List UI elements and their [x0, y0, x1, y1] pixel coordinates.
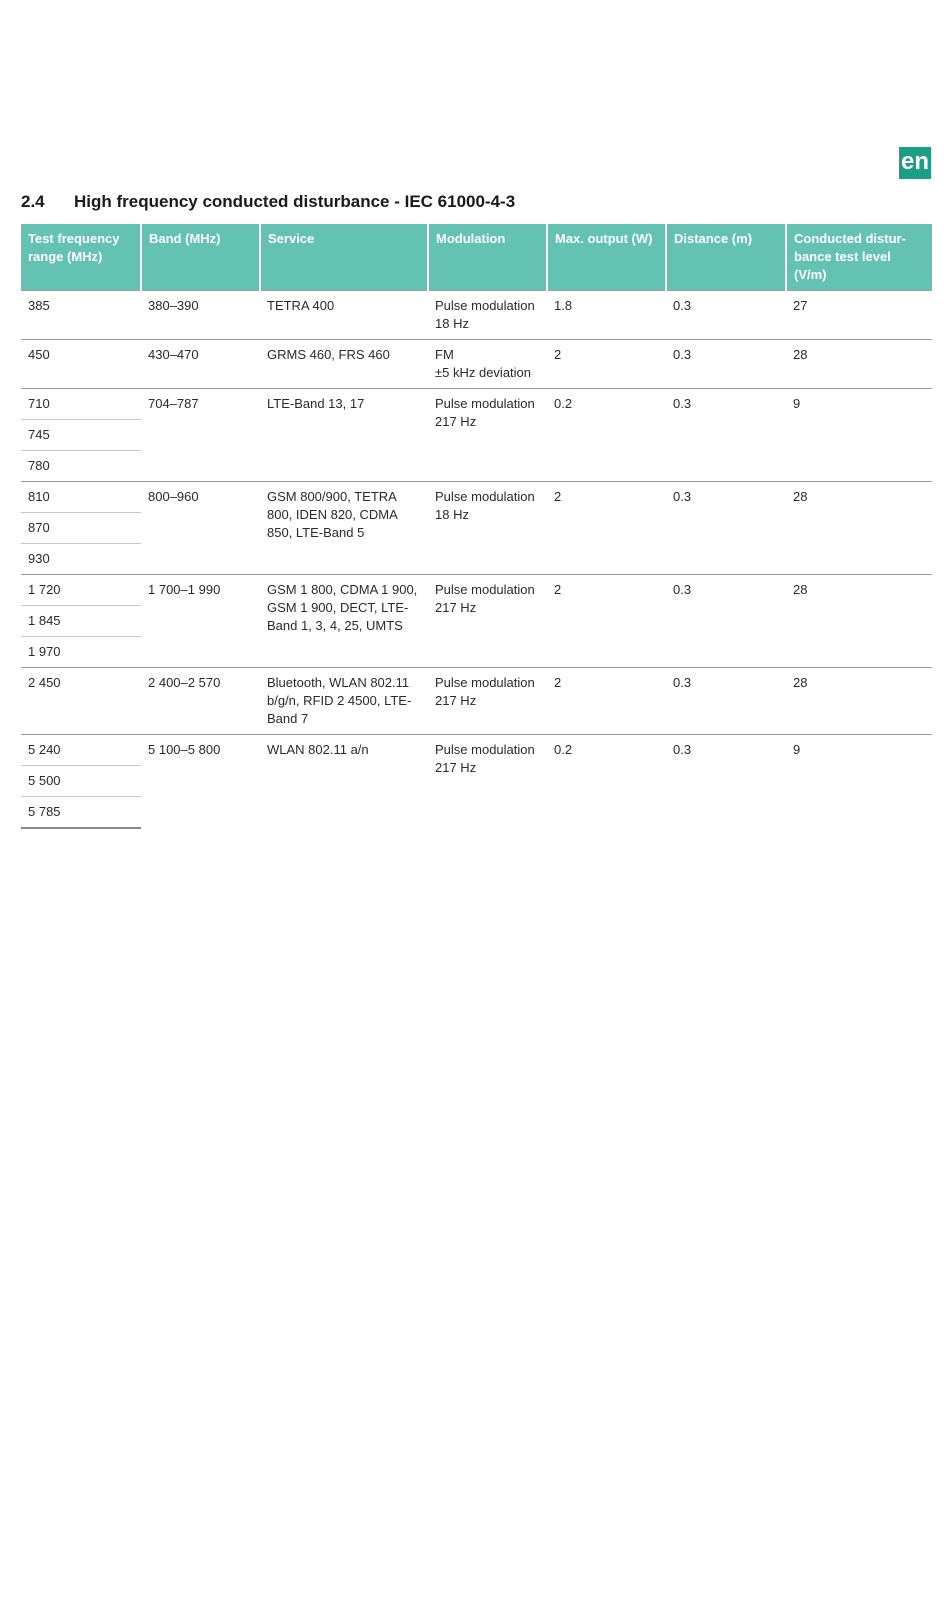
cell-distance: 0.3 [666, 482, 786, 575]
cell-test-level: 28 [786, 575, 932, 668]
cell-test-frequency: 450 [21, 340, 141, 389]
cell-max-output: 2 [547, 668, 666, 735]
cell-service: LTE-Band 13, 17 [260, 389, 428, 482]
cell-distance: 0.3 [666, 575, 786, 668]
cell-max-output: 0.2 [547, 735, 666, 829]
cell-test-frequency: 385 [21, 291, 141, 340]
cell-modulation: FM ±5 kHz deviation [428, 340, 547, 389]
cell-service: GRMS 460, FRS 460 [260, 340, 428, 389]
header-band: Band (MHz) [141, 224, 260, 291]
cell-test-frequency: 745 [21, 420, 141, 451]
cell-test-level: 28 [786, 668, 932, 735]
table-body [21, 291, 932, 829]
cell-test-level: 27 [786, 291, 932, 340]
cell-test-frequency: 780 [21, 451, 141, 482]
header-distance: Distance (m) [666, 224, 786, 291]
cell-service: TETRA 400 [260, 291, 428, 340]
cell-test-frequency: 1 720 [21, 575, 141, 606]
cell-modulation: Pulse modulation 217 Hz [428, 575, 547, 668]
cell-test-frequency: 1 845 [21, 606, 141, 637]
cell-modulation: Pulse modulation 18 Hz [428, 482, 547, 575]
cell-modulation: Pulse modulation 217 Hz [428, 735, 547, 829]
cell-modulation: Pulse modulation 18 Hz [428, 291, 547, 340]
section-number: 2.4 [21, 192, 45, 211]
header-max-output: Max. output (W) [547, 224, 666, 291]
cell-test-level: 28 [786, 482, 932, 575]
cell-band: 430–470 [141, 340, 260, 389]
cell-test-frequency: 2 450 [21, 668, 141, 735]
table-row [21, 291, 932, 340]
table-row [21, 575, 932, 606]
table-header-row [21, 224, 932, 291]
cell-test-level: 9 [786, 389, 932, 482]
disturbance-table [21, 224, 932, 829]
table-row [21, 389, 932, 420]
cell-distance: 0.3 [666, 340, 786, 389]
cell-distance: 0.3 [666, 291, 786, 340]
cell-band: 1 700–1 990 [141, 575, 260, 668]
cell-test-frequency: 710 [21, 389, 141, 420]
cell-max-output: 2 [547, 340, 666, 389]
cell-test-frequency: 870 [21, 513, 141, 544]
cell-band: 2 400–2 570 [141, 668, 260, 735]
cell-test-frequency: 5 240 [21, 735, 141, 766]
cell-distance: 0.3 [666, 735, 786, 829]
cell-test-level: 28 [786, 340, 932, 389]
cell-service: GSM 800/900, TETRA 800, IDEN 820, CDMA 850, LTE-Band 5 [260, 482, 428, 575]
cell-band: 380–390 [141, 291, 260, 340]
header-service: Service [260, 224, 428, 291]
table-row [21, 735, 932, 766]
cell-max-output: 0.2 [547, 389, 666, 482]
cell-test-level: 9 [786, 735, 932, 829]
table-row [21, 668, 932, 735]
cell-max-output: 1.8 [547, 291, 666, 340]
cell-max-output: 2 [547, 575, 666, 668]
header-test-level: Conducted disturbance test level (V/m) [786, 224, 932, 291]
table-row [21, 482, 932, 513]
language-badge: en [899, 147, 931, 179]
cell-service: GSM 1 800, CDMA 1 900, GSM 1 900, DECT, LTE-Band 1, 3, 4, 25, UMTS [260, 575, 428, 668]
section-heading [21, 192, 515, 212]
cell-test-frequency: 5 500 [21, 766, 141, 797]
cell-test-frequency: 1 970 [21, 637, 141, 668]
cell-max-output: 2 [547, 482, 666, 575]
cell-test-frequency: 930 [21, 544, 141, 575]
cell-band: 704–787 [141, 389, 260, 482]
cell-band: 5 100–5 800 [141, 735, 260, 829]
cell-modulation: Pulse modulation 217 Hz [428, 668, 547, 735]
cell-band: 800–960 [141, 482, 260, 575]
cell-service: WLAN 802.11 a/n [260, 735, 428, 829]
cell-distance: 0.3 [666, 389, 786, 482]
header-test-frequency: Test frequency range (MHz) [21, 224, 141, 291]
cell-service: Bluetooth, WLAN 802.11 b/g/n, RFID 2 4500, LTE-Band 7 [260, 668, 428, 735]
table-row [21, 340, 932, 389]
cell-distance: 0.3 [666, 668, 786, 735]
cell-test-frequency: 5 785 [21, 797, 141, 829]
header-modulation: Modulation [428, 224, 547, 291]
cell-modulation: Pulse modulation 217 Hz [428, 389, 547, 482]
section-title: High frequency conducted disturbance - IEC 61000-4-3 [74, 192, 516, 211]
cell-test-frequency: 810 [21, 482, 141, 513]
